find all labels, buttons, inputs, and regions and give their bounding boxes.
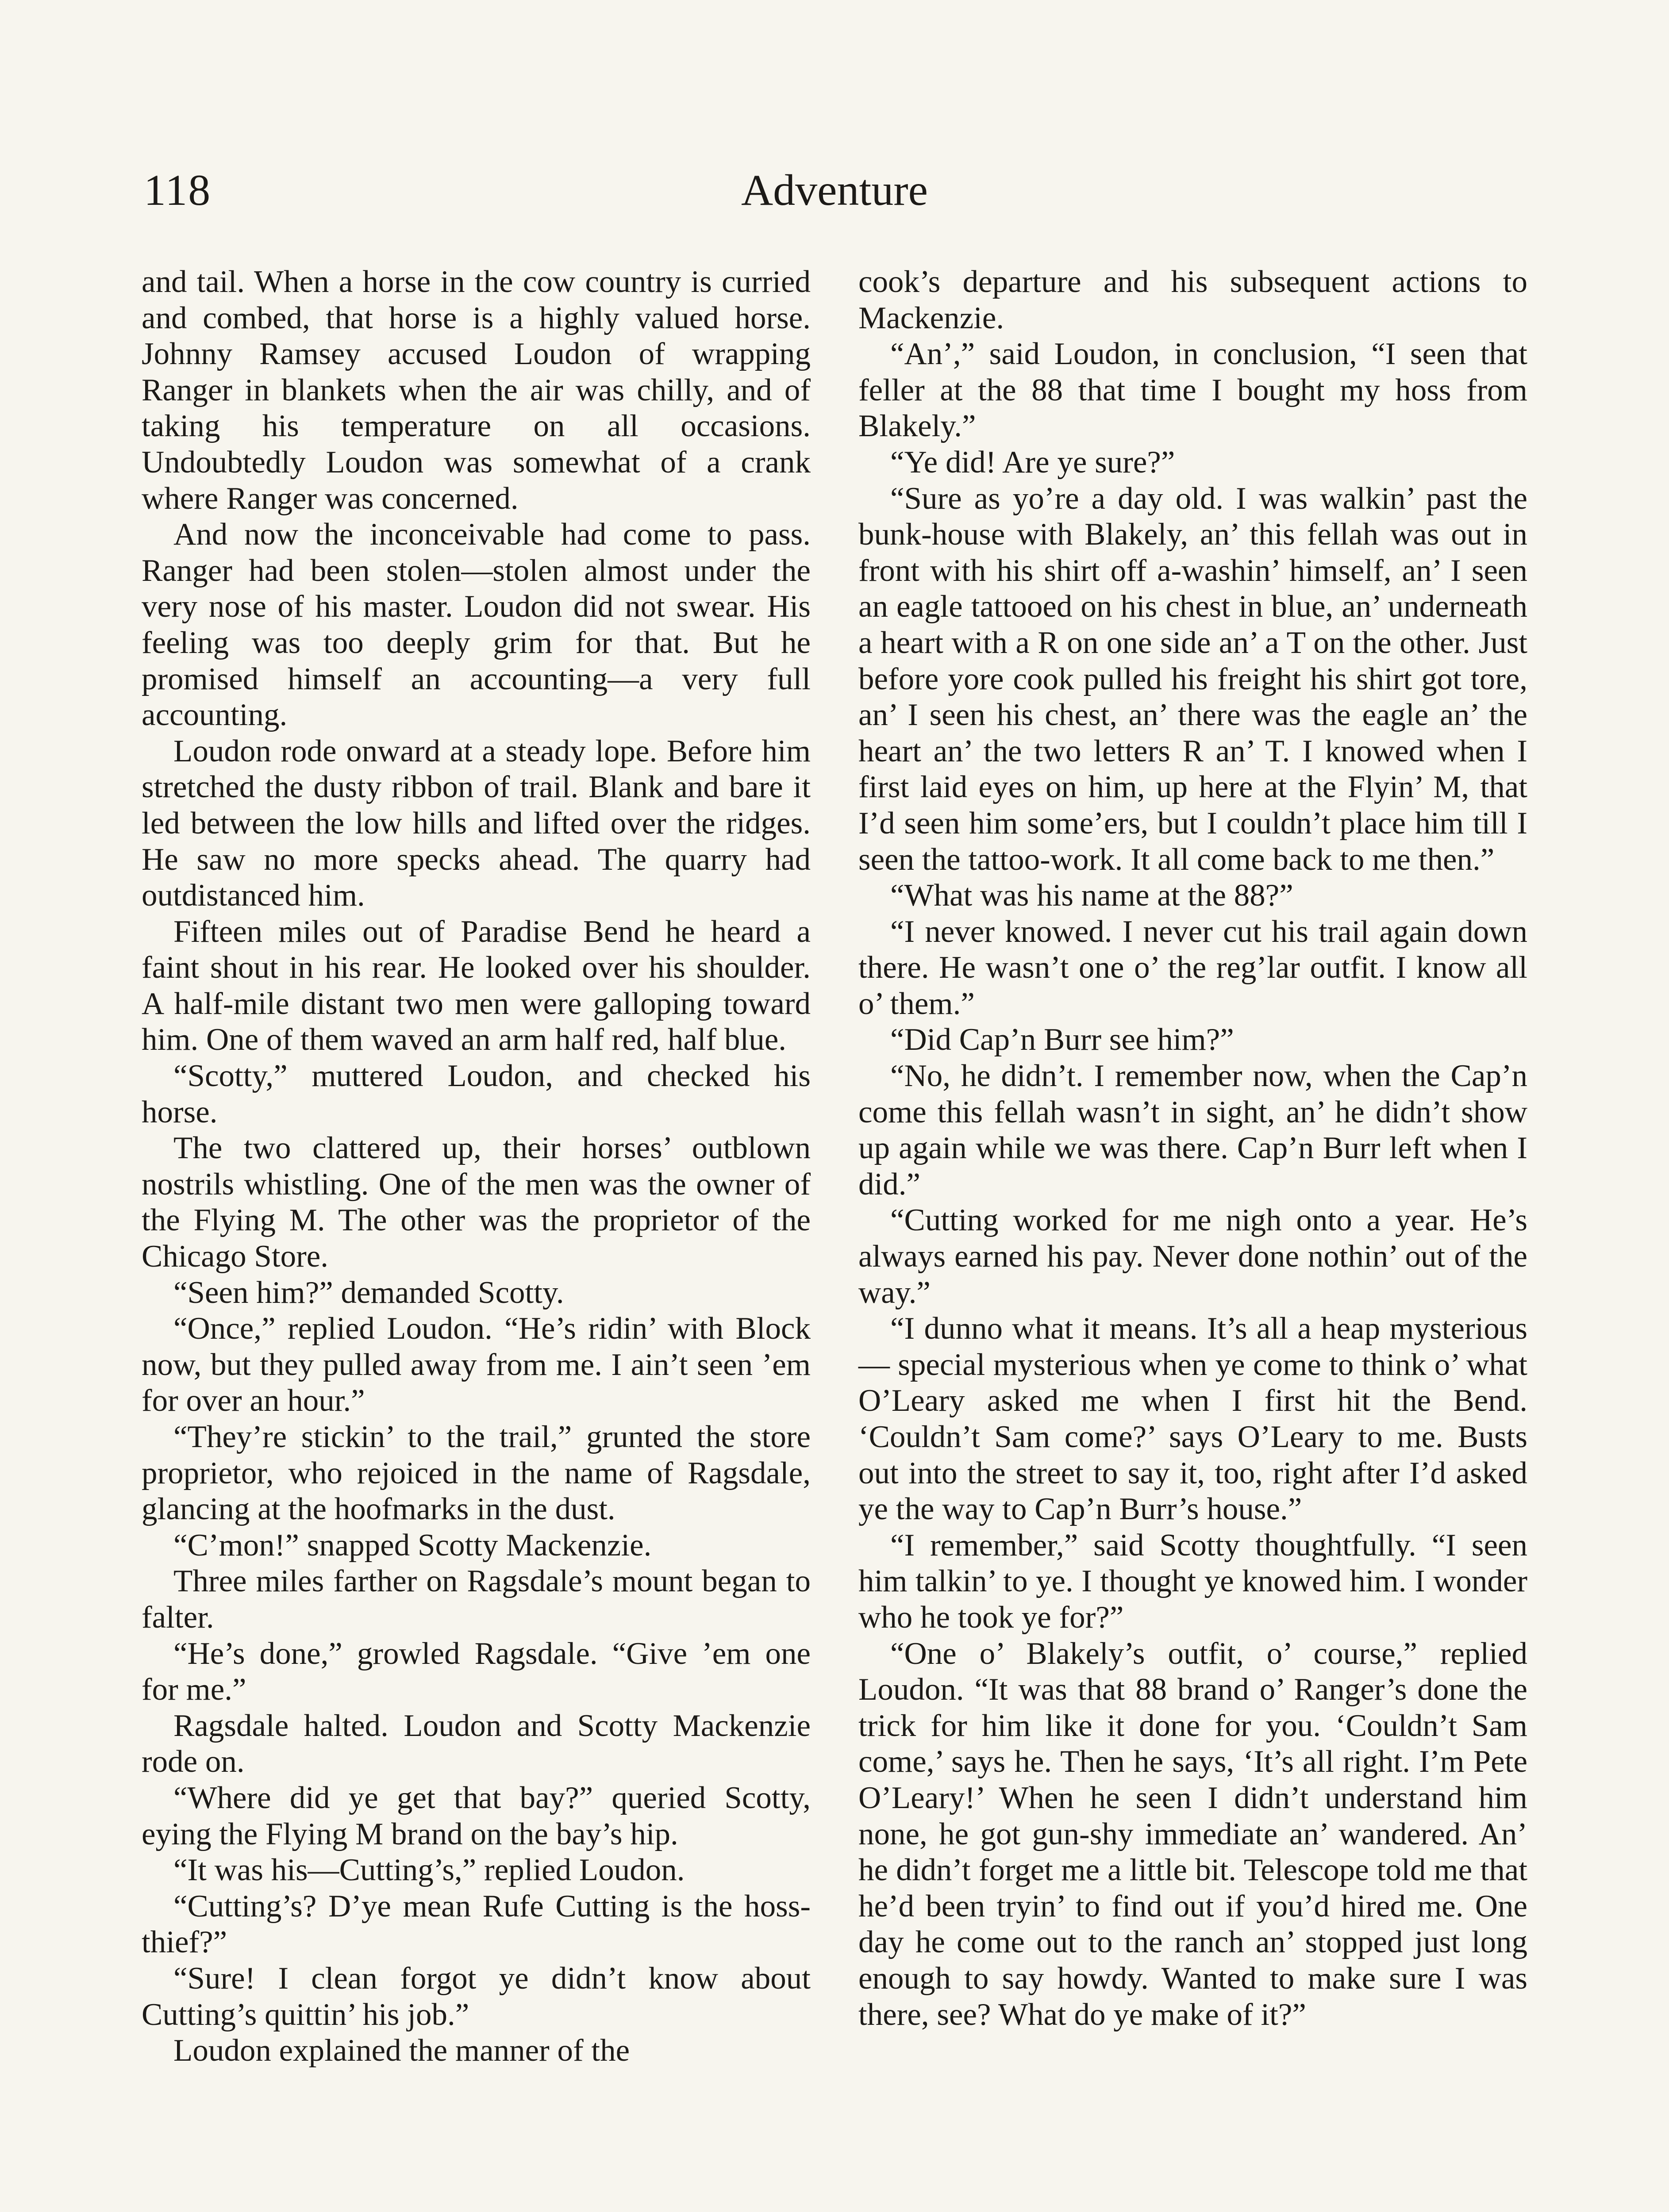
paragraph: cook’s departure and his subsequent actions to Mackenzie. <box>858 265 1527 335</box>
paragraph: “No, he didn’t. I remember now, when the Cap’n come this fellah wasn’t in sight, an’ he didn’t show up again while we was there. Cap’n Burr left when I did.” <box>858 1059 1527 1202</box>
paragraph: “Sure! I clean forgot ye didn’t know about Cutting’s quittin’ his job.” <box>142 1961 811 2032</box>
paragraph: “I never knowed. I never cut his trail again down there. He wasn’t one o’ the reg’lar outfit. I know all o’ them.” <box>858 914 1527 1021</box>
paragraph: Loudon rode onward at a steady lope. Before him stretched the dusty ribbon of trail. Blank and bare it led between the low hills and lifted over the ridges. He saw no more specks ahead. The quarry had outdistanced him. <box>142 733 811 913</box>
paragraph: Ragsdale halted. Loudon and Scotty Mackenzie rode on. <box>142 1708 811 1779</box>
paragraph: “Once,” replied Loudon. “He’s ridin’ with Block now, but they pulled away from me. I ain’t seen ’em for over an hour.” <box>142 1311 811 1418</box>
paragraph: “He’s done,” growled Ragsdale. “Give ’em one for me.” <box>142 1636 811 1707</box>
paragraph: Three miles farther on Ragsdale’s mount began to falter. <box>142 1564 811 1635</box>
paragraph: and tail. When a horse in the cow country is curried and combed, that horse is a highly valued horse. Johnny Ramsey accused Loudon of wrapping Ranger in blankets when the air was chilly, and of taking his temperature on all occasions. Undoubtedly Loudon was somewhat of a crank where Ranger was concerned. <box>142 265 811 516</box>
paragraph: “Sure as yo’re a day old. I was walkin’ past the bunk-house with Blakely, an’ this fellah was out in front with his shirt off a-washin’ himself, an’ I seen an eagle tattooed on his chest in blue, an’ underneath a heart with a R on one side an’ a T on the other. Just before yore cook pulled his freight his shirt got tore, an’ I seen his chest, an’ there was the eagle an’ the heart an’ the two letters R an’ T. I knowed when I first laid eyes on him, up here at the Flyin’ M, that I’d seen him some’ers, but I couldn’t place him till I seen the tattoo-work. It all come back to me then.” <box>858 481 1527 877</box>
paragraph: “An’,” said Loudon, in conclusion, “I seen that feller at the 88 that time I bought my hoss from Blakely.” <box>858 337 1527 444</box>
paragraph: “I remember,” said Scotty thoughtfully. “I seen him talkin’ to ye. I thought ye knowed him. I wonder who he took ye for?” <box>858 1528 1527 1635</box>
paragraph: Fifteen miles out of Paradise Bend he heard a faint shout in his rear. He looked over his shoulder. A half-mile distant two men were galloping toward him. One of them waved an arm half red, half blue. <box>142 914 811 1057</box>
paragraph: “Where did ye get that bay?” queried Scotty, eying the Flying M brand on the bay’s hip. <box>142 1780 811 1851</box>
paragraph: “It was his—Cutting’s,” replied Loudon. <box>173 1853 685 1888</box>
paragraph: “I dunno what it means. It’s all a heap mysterious — special mysterious when ye come to think o’ what O’Leary asked me when I first hit the Bend. ‘Couldn’t Sam come?’ says O’Leary to me. Busts out into the street to say it, too, right after I’d asked ye the way to Cap’n Burr’s house.” <box>858 1311 1527 1527</box>
paragraph: The two clattered up, their horses’ outblown nostrils whistling. One of the men was the owner of the Flying M. The other was the proprietor of the Chicago Store. <box>142 1131 811 1274</box>
paragraph: “Scotty,” muttered Loudon, and checked his horse. <box>142 1059 811 1129</box>
paragraph: “Cutting worked for me nigh onto a year. He’s always earned his pay. Never done nothin’ out of the way.” <box>858 1203 1527 1310</box>
paragraph: “C’mon!” snapped Scotty Mackenzie. <box>173 1528 652 1563</box>
paragraph: “Did Cap’n Burr see him?” <box>890 1022 1234 1057</box>
paragraph: “What was his name at the 88?” <box>890 878 1293 913</box>
page-number: 118 <box>144 165 212 215</box>
left-text-column <box>142 264 811 2069</box>
paragraph: “They’re stickin’ to the trail,” grunted the store proprietor, who rejoiced in the name of Ragsdale, glancing at the hoofmarks in the dust. <box>142 1420 811 1527</box>
paragraph: And now the inconceivable had come to pass. Ranger had been stolen—stolen almost under the very nose of his master. Loudon did not swear. His feeling was too deeply grim for that. But he promised himself an accounting—a very full accounting. <box>142 517 811 733</box>
paragraph: Loudon explained the manner of the <box>173 2033 630 2068</box>
paragraph: “One o’ Blakely’s outfit, o’ course,” replied Loudon. “It was that 88 brand o’ Ranger’s done the trick for him like it done for you. ‘Couldn’t Sam come,’ says he. Then he says, ‘It’s all right. I’m Pete O’Leary!’ When he seen I didn’t understand him none, he got gun-shy immediate an’ wandered. An’ he didn’t forget me a little bit. Telescope told me that he’d been tryin’ to find out if you’d hired me. One day he come out to the ranch an’ stopped just long enough to say howdy. Wanted to make sure I was there, see? What do ye make of it?” <box>858 1636 1527 2032</box>
right-text-column <box>858 264 1527 2033</box>
running-title: Adventure <box>741 165 928 215</box>
paragraph: “Ye did! Are ye sure?” <box>890 445 1175 480</box>
paragraph: “Seen him?” demanded Scotty. <box>173 1275 564 1310</box>
paragraph: “Cutting’s? D’ye mean Rufe Cutting is the hoss-thief?” <box>142 1889 811 1960</box>
